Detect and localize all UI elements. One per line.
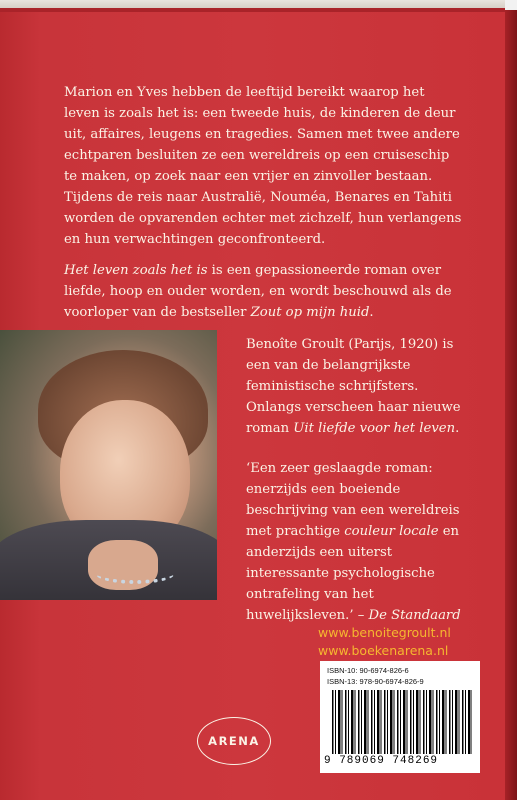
cover-edge <box>0 8 505 12</box>
new-novel-title: Uit liefde voor het leven <box>293 421 456 436</box>
isbn-block <box>327 665 424 687</box>
blurb-paragraph-2: Het leven zoals het is is een gepassioneerde roman over liefde, hoop en ouder worden, en wordt beschouwd als de voorloper van de bestseller Zout op mijn huid. <box>64 263 452 320</box>
blurb-paragraph-1: Marion en Yves hebben de leeftijd bereikt waarop het leven is zoals het is: een tweede huis, de kinderen de deur uit, affaires, leugens en tragedies. Samen met twee andere echtparen besluiten ze een wereldreis op een cruiseschip te maken, op zoek naar een vrijer en zinvoller bestaan. Tijdens de reis naar Australië, Nouméa, Benares en Tahiti worden de opvarenden echter met zichzelf, hun verlangens en hun verwachtingen geconfronteerd. <box>64 85 462 247</box>
review-quote: ‘Een zeer geslaagde roman: enerzijds een boeiende beschrijving van een wereldreis met prachtige couleur locale en anderzijds een uiterst interessante psychologische ontrafeling van het huwelijksleven.’ – De Standaard <box>246 461 461 623</box>
blurb <box>64 82 464 333</box>
website-links <box>318 624 451 660</box>
quote-source: De Standaard <box>368 608 461 623</box>
title-reference: Het leven zoals het is <box>64 263 208 278</box>
book-spine-edge <box>505 10 517 800</box>
page-edge <box>0 0 505 8</box>
barcode-icon <box>332 690 472 754</box>
isbn-13: ISBN-13: 978-90-6974-826-9 <box>327 677 424 686</box>
book-reference: Zout op mijn huid <box>250 305 370 320</box>
arena-logo-text: ARENA <box>208 734 260 748</box>
publisher-website-link[interactable]: www.boekenarena.nl <box>318 643 449 658</box>
author-website-link[interactable]: www.benoitegroult.nl <box>318 625 451 640</box>
isbn-10: ISBN-10: 90-6974-826-6 <box>327 666 409 675</box>
arena-logo <box>197 717 271 765</box>
author-bio: Benoîte Groult (Parijs, 1920) is een van de belangrijkste feministische schrijfsters. Onlangs verscheen haar nieuwe roman Uit liefde voor het leven. <box>246 337 461 436</box>
barcode-number: 9 789069 748269 <box>324 755 439 767</box>
barcode-label <box>320 661 480 773</box>
author-photo <box>0 330 217 600</box>
